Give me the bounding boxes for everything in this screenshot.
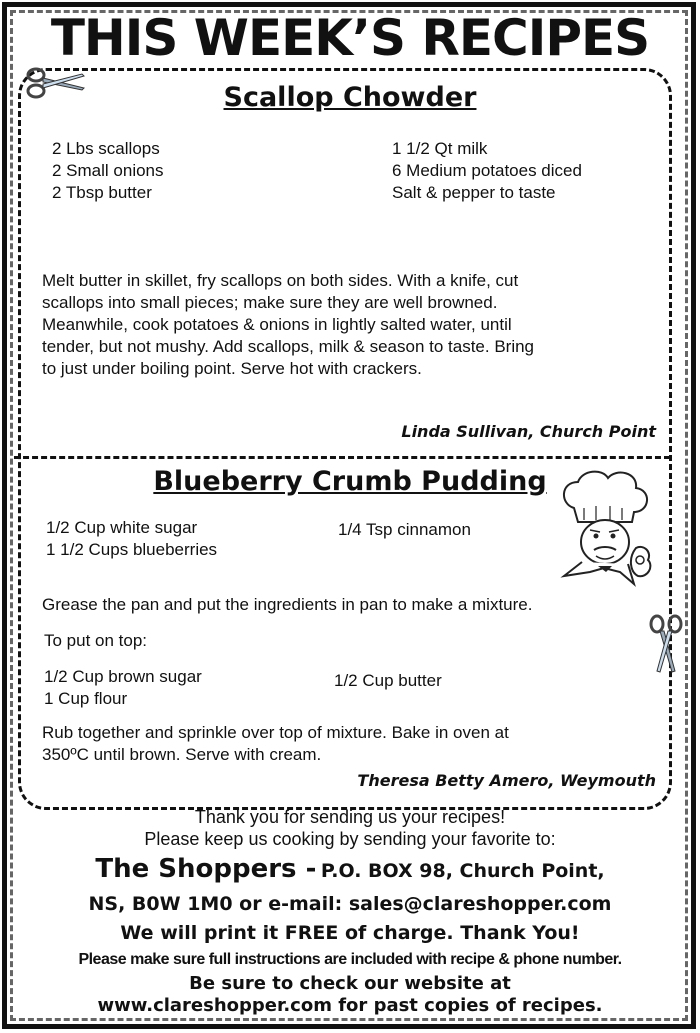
recipe-divider [14,456,670,459]
ingredient: 2 Tbsp butter [52,183,152,202]
chef-icon [554,468,658,590]
ingredient: 2 Lbs scallops [52,139,160,158]
recipe2-title: Blueberry Crumb Pudding [153,466,547,497]
recipe1-ingredients-right [392,138,582,204]
footer-website-line2: www.clareshopper.com for past copies of recipes. [97,995,603,1016]
ingredient: 1/2 Cup brown sugar [44,667,202,686]
scissors-icon [648,614,684,676]
shoppers-name: The Shoppers - [95,854,317,884]
recipe2-step1: Grease the pan and put the ingredients in pan to make a mixture. [42,595,533,614]
ingredient: 1/2 Cup white sugar [46,518,198,537]
recipe2-step2 [42,722,509,766]
instruction-line: scallops into small pieces; make sure they are well browned. [42,293,498,312]
recipe1-title: Scallop Chowder [223,82,477,113]
ingredient: 1/2 Cup butter [334,671,442,690]
recipe2-topping-right [334,670,442,692]
instruction-line: Rub together and sprinkle over top of mixture. Bake in oven at [42,723,509,742]
recipe2-topping-label: To put on top: [44,631,148,650]
address-part1: P.O. BOX 98, Church Point, [320,860,605,882]
recipe1-instructions [42,270,534,380]
recipe1-credit: Linda Sullivan, Church Point [401,422,656,441]
ingredient: Salt & pepper to taste [392,183,556,202]
recipe2-credit: Theresa Betty Amero, Weymouth [357,771,656,790]
ingredient: 6 Medium potatoes diced [392,161,582,180]
footer-website-line1: Be sure to check our website at [189,973,511,994]
instruction-line: 350ºC until brown. Serve with cream. [42,745,322,764]
ingredient: 1 Cup flour [44,689,128,708]
instruction-line: Meanwhile, cook potatoes & onions in lightly salted water, until [42,315,512,334]
instruction-line: to just under boiling point. Serve hot with crackers. [42,359,422,378]
footer-address-line1 [0,854,700,884]
footer-instructions-note: Please make sure full instructions are included with recipe & phone number. [78,951,622,968]
recipe2-ingredients-left [46,517,217,561]
instruction-line: Melt butter in skillet, fry scallops on both sides. With a knife, cut [42,271,519,290]
footer-thanks: Thank you for sending us your recipes! [194,807,506,827]
recipe1-ingredients-left [52,138,164,204]
footer-keep-cooking: Please keep us cooking by sending your favorite to: [144,829,556,849]
ingredient: 1/4 Tsp cinnamon [338,520,471,539]
recipe2-topping-left [44,666,202,710]
page-title: THIS WEEK’S RECIPES [50,9,650,67]
recipe2-ingredients-right [338,519,471,541]
instruction-line: tender, but not mushy. Add scallops, milk & season to taste. Bring [42,337,535,356]
footer-address-line2: NS, B0W 1M0 or e-mail: sales@clareshopper.com [88,893,612,915]
ingredient: 2 Small onions [52,161,164,180]
footer-print-free: We will print it FREE of charge. Thank You! [120,922,580,944]
ingredient: 1 1/2 Cups blueberries [46,540,218,559]
ingredient: 1 1/2 Qt milk [392,139,488,158]
